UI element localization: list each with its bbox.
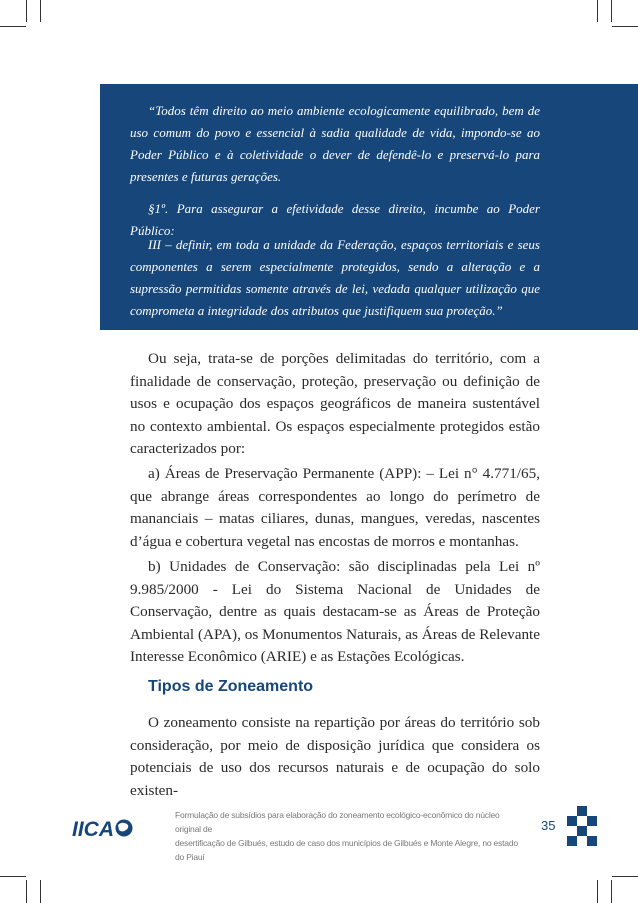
body-paragraph-4: O zoneamento consiste na repartição por áreas do território sob consideração, por meio de disposição jurídica que considera os potenciais de uso dos recursos naturais e de ocupação do solo existen- [130,714,540,799]
iica-logo-text: IICA [72,818,114,841]
body-paragraph-3: b) Unidades de Conservação: são disciplinadas pela Lei nº 9.985/2000 - Lei do Sistema Nacional de Unidades de Conservação, dentre as quais destacam-se as Áreas de Proteção Ambiental (APA), os Monumentos Naturais, as Áreas de Relevante Interesse Econômico (ARIE) e as Estações Ecológicas. [130,558,540,665]
footer-caption [175,808,525,864]
footer-line-1: Formulação de subsídios para elaboração do zoneamento ecológico-econômico do núcleo original de [175,810,500,834]
body-paragraph-1: Ou seja, trata-se de porções delimitadas do território, com a finalidade de conservação, proteção, preservação ou definição de usos e ocupação dos espaços geográficos de maneira sustentável no contexto ambiental. Os espaços especialmente protegidos estão caracterizados por: [130,350,540,457]
section-heading: Tipos de Zoneamento [148,678,314,695]
iica-logo [72,813,136,843]
quote-paragraph-2: §1º. Para assegurar a efetividade desse direito, incumbe ao Poder Público: [130,201,540,238]
checker-decoration [562,806,600,850]
body-paragraph-2: a) Áreas de Preservação Permanente (APP): – Lei n° 4.771/65, que abrange áreas correspondentes ao longo do perímetro de mananciais – matas ciliares, dunas, mangues, veredas, nascentes d’água e cobertura vegetal nas encostas de morros e montanhas. [130,465,540,550]
footer-line-2: desertificação de Gilbués, estudo de caso dos municípios de Gilbués e Monte Alegre, no estado do Piauí [175,838,518,862]
page-number: 35 [541,818,556,833]
quote-paragraph-3: III – definir, em toda a unidade da Federação, espaços territoriais e seus componentes a serem especialmente protegidos, sendo a alteração e a supressão permitidas somente através de lei, vedada qualquer utilização que comprometa a integridade dos atributos que justifiquem sua proteção.” [130,237,540,318]
quote-paragraph-1: “Todos têm direito ao meio ambiente ecologicamente equilibrado, bem de uso comum do povo e essencial à sadia qualidade de vida, impondo-se ao Poder Público e à coletividade o dever de defendê-lo e preservá-lo para presentes e futuras gerações. [130,103,540,184]
